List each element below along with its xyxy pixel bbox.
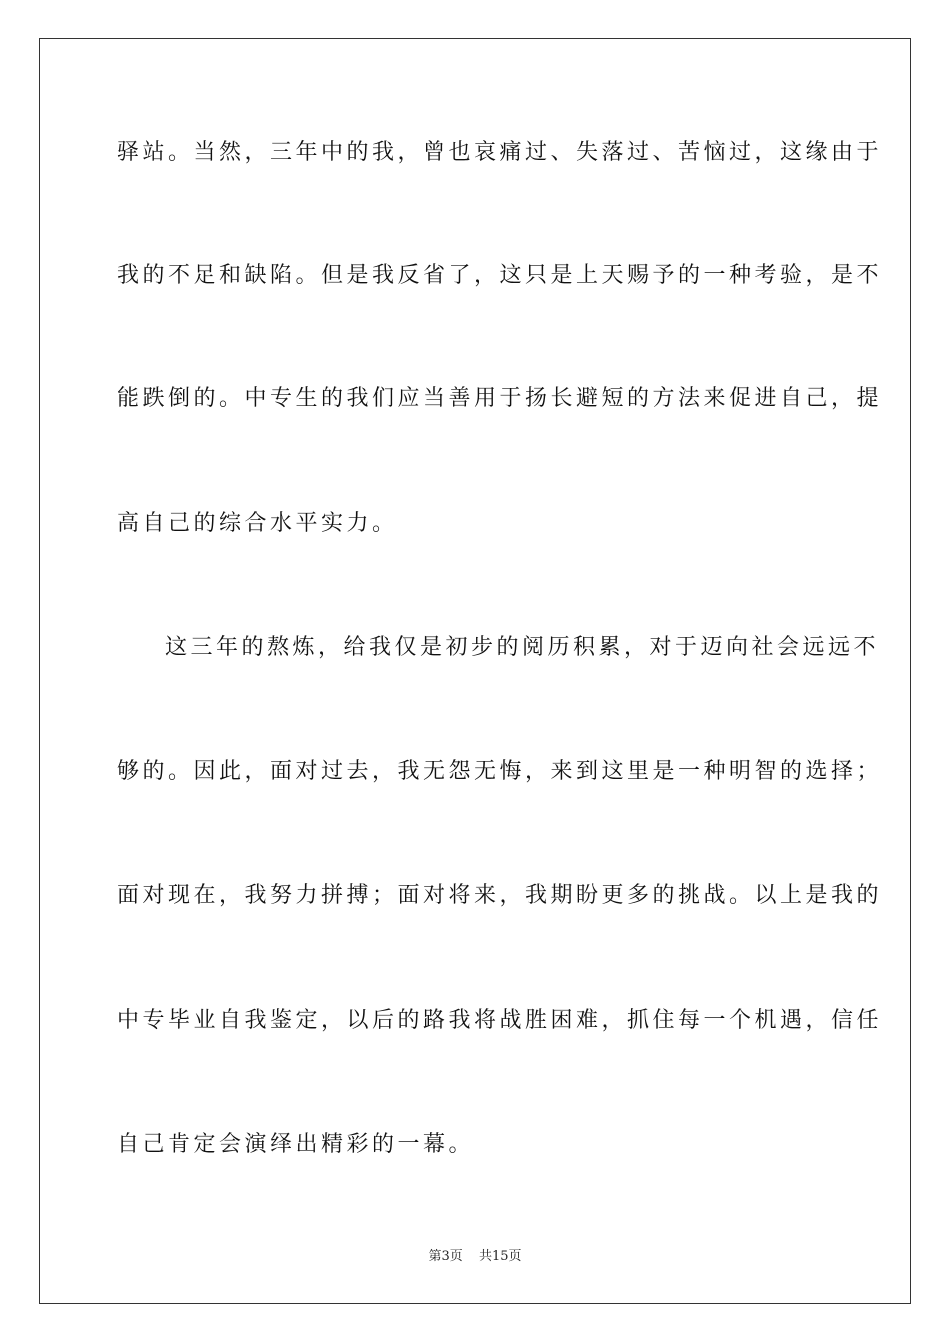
body-text-line: 驿站。当然，三年中的我，曾也哀痛过、失落过、苦恼过，这缘由于 — [117, 140, 883, 165]
page-total: 共15页 — [478, 1249, 522, 1264]
body-text-line: 自己肯定会演绎出精彩的一幕。 — [117, 1132, 475, 1157]
page-number: 第3页 — [428, 1249, 463, 1264]
body-text-line: 能跌倒的。中专生的我们应当善用于扬长避短的方法来促进自己，提 — [117, 386, 883, 411]
page-frame — [39, 38, 911, 1304]
body-text-line: 够的。因此，面对过去，我无怨无悔，来到这里是一种明智的选择； — [117, 759, 883, 784]
body-text-line: 高自己的综合水平实力。 — [117, 511, 398, 536]
body-text-line: 中专毕业自我鉴定，以后的路我将战胜困难，抓住每一个机遇，信任 — [117, 1008, 883, 1033]
body-text-line: 面对现在，我努力拼搏；面对将来，我期盼更多的挑战。以上是我的 — [117, 883, 883, 908]
body-text-line: 我的不足和缺陷。但是我反省了，这只是上天赐予的一种考验，是不 — [117, 263, 883, 288]
page-footer — [0, 1248, 950, 1266]
paragraph-first-line: 这三年的熬炼，给我仅是初步的阅历积累，对于迈向社会远远不 — [165, 635, 880, 660]
